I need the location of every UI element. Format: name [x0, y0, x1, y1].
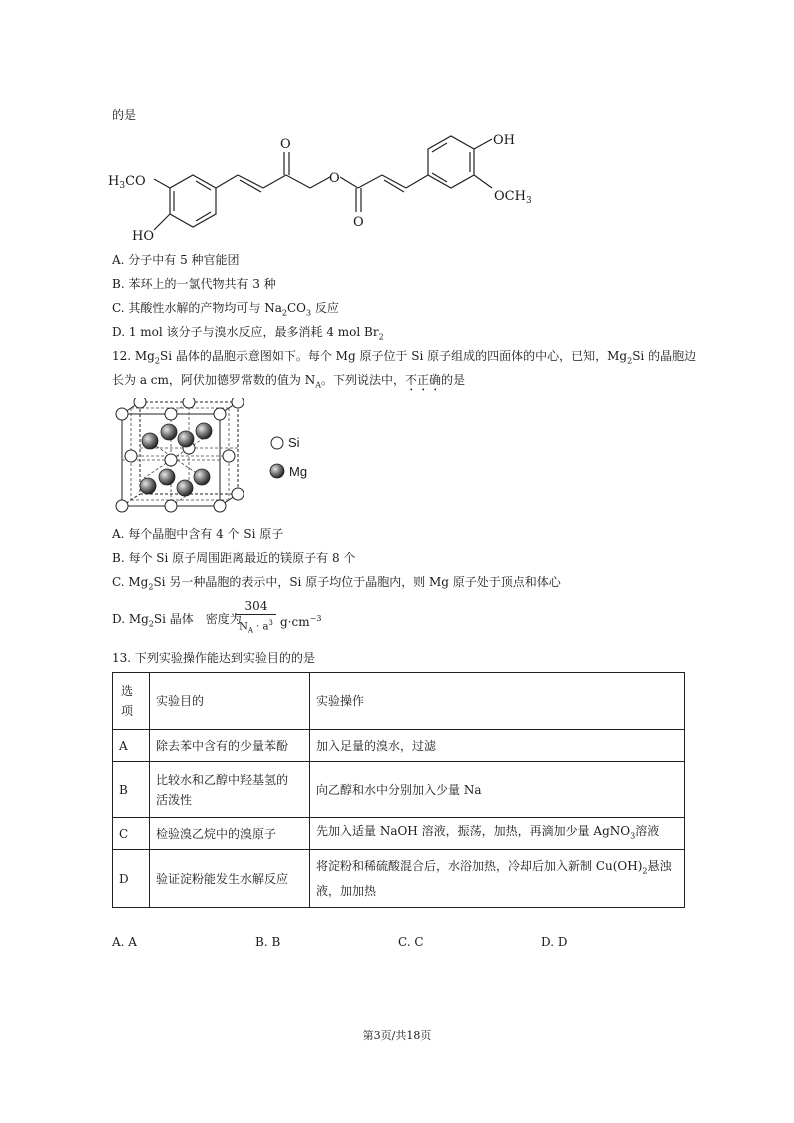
- row-a-operation: 加入足量的溴水，过滤: [310, 730, 685, 762]
- mg-atom: [178, 431, 194, 447]
- si-atom: [183, 398, 195, 408]
- q12-option-d-text: D. $Mg_2Si$ 晶体 密度为: [112, 612, 242, 629]
- ketone-o-label: O: [280, 137, 291, 152]
- mg-atom: [159, 469, 175, 485]
- answer-d: D. D: [541, 935, 568, 949]
- header-option: 选项: [113, 673, 150, 730]
- q12-option-b: B. 每个 Si 原子周围距离最近的镁原子有 8 个: [112, 551, 356, 565]
- q11-option-d: D. 1 mol 该分子与溴水反应，最多消耗 4 mol $Br_2$: [112, 325, 384, 342]
- si-atom: [125, 450, 137, 462]
- och3-label: $OCH_3$: [494, 189, 532, 206]
- ester-o-label: O: [329, 171, 340, 186]
- si-atom: [165, 454, 177, 466]
- row-d-operation: 将淀粉和稀硫酸混合后，水浴加热，冷却后加入新制 $Cu(OH)_2$悬浊液，加加热: [310, 850, 685, 908]
- mg-atom: [140, 478, 156, 494]
- oh-top-label: OH: [493, 133, 515, 148]
- table-row: [113, 762, 685, 818]
- q13-title: 13. 下列实验操作能达到实验目的的是: [112, 651, 315, 665]
- fraction-numerator: 304: [244, 599, 268, 613]
- row-d-option: D: [113, 850, 150, 908]
- si-atom: [165, 408, 177, 420]
- row-a-option: A: [113, 730, 150, 762]
- row-b-option: B: [113, 762, 150, 818]
- row-b-goal: 比较水和乙醇中羟基氢的活泼性: [150, 762, 310, 818]
- q11-option-c: C. 其酸性水解的产物均可与 $Na_2CO_3$ 反应: [112, 301, 339, 318]
- legend-mg-marker: [270, 464, 284, 478]
- answer-a: A. A: [112, 935, 137, 949]
- si-atom: [223, 450, 235, 462]
- q11-option-a: A. 分子中有 5 种官能团: [112, 253, 240, 267]
- legend-mg-label: Mg: [289, 464, 308, 479]
- mg-atom: [142, 433, 158, 449]
- right-benzene-ring: [428, 136, 474, 188]
- table-row: [113, 818, 685, 850]
- row-d-goal: 验证淀粉能发生水解反应: [150, 850, 310, 908]
- row-b-operation: 向乙醇和水中分别加入少量 Na: [310, 762, 685, 818]
- mg-atom: [196, 423, 212, 439]
- q12-option-a: A. 每个晶胞中含有 4 个 Si 原子: [112, 527, 284, 541]
- si-atom: [232, 488, 244, 500]
- h3co-label: $H_3CO$: [108, 174, 146, 191]
- si-atom: [232, 398, 244, 408]
- row-c-option: C: [113, 818, 150, 850]
- si-atom: [214, 408, 226, 420]
- si-atom: [214, 500, 226, 512]
- row-c-goal: 检验溴乙烷中的溴原子: [150, 818, 310, 850]
- mg-atom: [194, 469, 210, 485]
- row-c-operation: 先加入适量 NaOH 溶液，振荡，加热，再滴加少量 AgNO$_3$溶液: [310, 818, 685, 850]
- row-a-goal: 除去苯中含有的少量苯酚: [150, 730, 310, 762]
- si-atom: [134, 398, 146, 408]
- si-atom: [116, 408, 128, 420]
- density-unit: $g\cdot cm^{-3}$: [280, 614, 322, 629]
- legend-si-marker: [271, 437, 283, 449]
- crystal-legend: [268, 433, 338, 483]
- header-goal: 实验目的: [150, 673, 310, 730]
- legend-si-label: Si: [288, 435, 300, 450]
- answer-b: B. B: [255, 935, 281, 949]
- ho-bottom-label: HO: [132, 229, 154, 244]
- fraction-denominator: $N_A \cdot a^3$: [236, 614, 276, 638]
- table-row: [113, 850, 685, 908]
- ester-carbonyl-o-label: O: [353, 215, 364, 230]
- answer-c: C. C: [398, 935, 424, 949]
- mg-atom: [177, 480, 193, 496]
- q13-table: [112, 672, 685, 908]
- intro-text: 的是: [112, 108, 137, 122]
- q11-option-b: B. 苯环上的一氯代物共有 3 种: [112, 277, 276, 291]
- table-row: [113, 730, 685, 762]
- page-footer: 第3页/共18页: [362, 1029, 432, 1042]
- header-operation: 实验操作: [310, 673, 685, 730]
- si-atom: [165, 500, 177, 512]
- left-benzene-ring: [170, 175, 216, 227]
- table-header-row: [113, 673, 685, 730]
- density-fraction: [236, 598, 276, 638]
- si-atom: [116, 500, 128, 512]
- q12-option-c: C. $Mg_2Si$ 另一种晶胞的表示中，Si 原子均位于晶胞内，则 Mg 原子处于顶点和体心: [112, 575, 561, 592]
- crystal-cell-diagram: [114, 398, 244, 514]
- q12-stem-line2: 长为 a cm，阿伏加德罗常数的值为 $N_A$。下列说法中，不正确的是: [112, 373, 466, 390]
- mg-atom: [161, 424, 177, 440]
- q12-stem-line1: 12. $Mg_2Si$ 晶体的晶胞示意图如下。每个 Mg 原子位于 Si 原子组成的四面体的中心，已知，$Mg_2Si$ 的晶胞边: [112, 349, 697, 366]
- molecule-structure: [108, 130, 548, 245]
